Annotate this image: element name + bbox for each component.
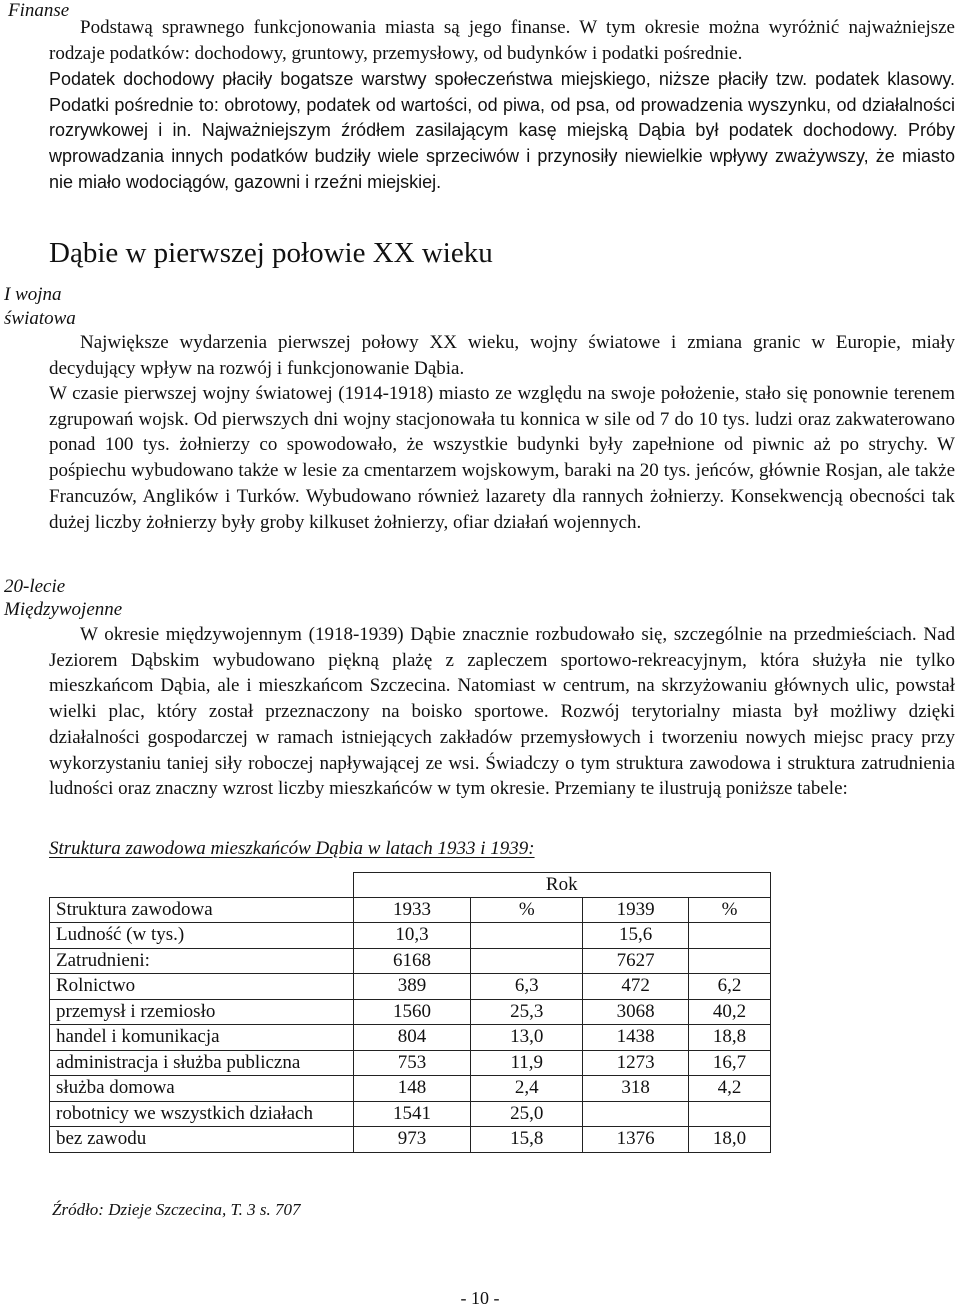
table-cell: 13,0 xyxy=(471,1025,583,1051)
table-cell: 1273 xyxy=(583,1050,689,1076)
table-row-label: administracja i służba publiczna xyxy=(50,1050,354,1076)
table-column-header: 1939 xyxy=(583,898,689,923)
table-column-header: % xyxy=(471,898,583,923)
table-row-label: bez zawodu xyxy=(50,1127,354,1153)
table-cell: 25,3 xyxy=(471,999,583,1025)
table-row xyxy=(50,948,771,974)
table-cell: 15,6 xyxy=(583,923,689,949)
margin-note-wojna-line1: I wojna xyxy=(4,284,62,305)
table-column-header: 1933 xyxy=(353,898,471,923)
table-cell: 804 xyxy=(353,1025,471,1051)
table-cell: 1438 xyxy=(583,1025,689,1051)
table-row xyxy=(50,974,771,1000)
table-cell: 10,3 xyxy=(353,923,471,949)
table-cell: 4,2 xyxy=(689,1076,771,1102)
table-group-header-row xyxy=(50,873,771,898)
table-source: Źródło: Dzieje Szczecina, T. 3 s. 707 xyxy=(52,1200,301,1219)
table-cell: 1376 xyxy=(583,1127,689,1153)
table-row-label: Zatrudnieni: xyxy=(50,948,354,974)
table-row-label: robotnicy we wszystkich działach xyxy=(50,1101,354,1127)
finanse-paragraph-2: Podatek dochodowy płaciły bogatsze warstwy społeczeństwa miejskiego, niższe płaciły tzw. podatek klasowy. Podatki pośrednie to: obrotowy, podatek od wartości, od piwa, od psa, od prowadzenia wyszynku, od działalności rozrywkowej i in. Najważniejszym źródłem zasilającym kasę miejską Dąbia był podatek dochodowy. Próby wprowadzania innych podatków budziły wiele sprzeciwów i przynosiły niewielkie wpływy zważywszy, że miasto nie miało wodociągów, gazowni i rzeźni miejskiej. xyxy=(49,69,955,192)
table-row-label: służba domowa xyxy=(50,1076,354,1102)
table-cell: 148 xyxy=(353,1076,471,1102)
table-row xyxy=(50,1025,771,1051)
table-cell: 1560 xyxy=(353,999,471,1025)
page-number: - 10 - xyxy=(460,1288,500,1308)
table-blank-cell xyxy=(50,873,354,898)
table-caption: Struktura zawodowa mieszkańców Dąbia w latach 1933 i 1939: xyxy=(49,838,535,859)
table-cell xyxy=(471,923,583,949)
table-cell: 472 xyxy=(583,974,689,1000)
table-cell xyxy=(583,1101,689,1127)
margin-note-wojna-line2: światowa xyxy=(4,308,76,329)
table-cell xyxy=(689,923,771,949)
table-cell: 389 xyxy=(353,974,471,1000)
table-cell: 6,3 xyxy=(471,974,583,1000)
table-row-label: Rolnictwo xyxy=(50,974,354,1000)
wojna-paragraph-2: W czasie pierwszej wojny światowej (1914-1918) miasto ze względu na swoje położenie, stało się ponownie terenem zgrupowań wojsk. Od pierwszych dni wojny stacjonowała tu konnica w sile od 7 do 10 tys. ludzi oraz zakwaterowano ponad 100 tys. żołnierzy co spowodowało, że wszystkie budynki były zapełnione od piwnic aż po strychy. W pośpiechu wybudowano także w lesie za cmentarzem wojskowym, baraki na 20 tys. jeńców, głównie Rosjan, ale także Francuzów, Anglików i Turków. Wybudowano również lazarety dla rannych żołnierzy. Konsekwencją obecności tak dużej liczby żołnierzy były groby kilkuset żołnierzy, ofiar działań wojennych. xyxy=(49,383,955,533)
table-column-header-row xyxy=(50,898,771,923)
table-cell: 15,8 xyxy=(471,1127,583,1153)
table-row xyxy=(50,923,771,949)
table-cell: 973 xyxy=(353,1127,471,1153)
table-row xyxy=(50,1050,771,1076)
lecie-paragraph-1: W okresie międzywojennym (1918-1939) Dąbie znacznie rozbudowało się, szczególnie na przedmieściach. Nad Jeziorem Dąbskim wybudowano piękną plażę z zapleczem sportowo-rekreacyjnym, która służyła nie tylko mieszkańcom Dąbia, ale i mieszkańcom Szczecina. Natomiast w centrum, na skrzyżowaniu głównych ulic, powstał wielki plac, który został przeznaczony na boisko sportowe. Rozwój terytorialny miasta był możliwy dzięki działalności gospodarczej w ramach istniejących zakładów przemysłowych i tworzeniu nowych miejsc pracy przy wykorzystaniu taniej siły roboczej napływającej ze wsi. Świadczy o tym struktura zawodowa i struktura zatrudnienia ludności oraz znaczny wzrost liczby mieszkańców w tym okresie. Przemiany te ilustrują poniższe tabele: xyxy=(49,624,955,800)
table-cell: 3068 xyxy=(583,999,689,1025)
margin-note-lecie-line2: Międzywojenne xyxy=(4,599,123,620)
section-heading: Dąbie w pierwszej połowie XX wieku xyxy=(49,237,493,269)
table-group-header-rok: Rok xyxy=(353,873,770,898)
table-cell: 7627 xyxy=(583,948,689,974)
table-cell: 18,0 xyxy=(689,1127,771,1153)
table-cell: 25,0 xyxy=(471,1101,583,1127)
table-cell: 40,2 xyxy=(689,999,771,1025)
table-cell: 318 xyxy=(583,1076,689,1102)
table-cell: 16,7 xyxy=(689,1050,771,1076)
table-cell: 6,2 xyxy=(689,974,771,1000)
table-cell: 18,8 xyxy=(689,1025,771,1051)
table-cell: 2,4 xyxy=(471,1076,583,1102)
table-cell: 11,9 xyxy=(471,1050,583,1076)
table-cell xyxy=(471,948,583,974)
table-cell xyxy=(689,948,771,974)
table-row xyxy=(50,1127,771,1153)
table-row-label: przemysł i rzemiosło xyxy=(50,999,354,1025)
table-cell xyxy=(689,1101,771,1127)
margin-note-finanse: Finanse xyxy=(8,0,70,21)
table-column-header: Struktura zawodowa xyxy=(50,898,354,923)
wojna-paragraph-1: Największe wydarzenia pierwszej połowy XX wieku, wojny światowe i zmiana granic w Europie, miały decydujący wpływ na rozwój i funkcjonowanie Dąbia. xyxy=(49,332,955,379)
margin-note-lecie-line1: 20-lecie xyxy=(4,576,66,597)
table-cell: 1541 xyxy=(353,1101,471,1127)
occupational-structure-table xyxy=(49,872,771,1153)
finanse-paragraph-1: Podstawą sprawnego funkcjonowania miasta są jego finanse. W tym okresie można wyróżnić najważniejsze rodzaje podatków: dochodowy, gruntowy, przemysłowy, od budynków i podatki pośrednie. xyxy=(49,17,955,64)
table-row-label: handel i komunikacja xyxy=(50,1025,354,1051)
table-cell: 6168 xyxy=(353,948,471,974)
table-column-header: % xyxy=(689,898,771,923)
table-row xyxy=(50,1076,771,1102)
table-row xyxy=(50,999,771,1025)
table-cell: 753 xyxy=(353,1050,471,1076)
table-row-label: Ludność (w tys.) xyxy=(50,923,354,949)
table-row xyxy=(50,1101,771,1127)
